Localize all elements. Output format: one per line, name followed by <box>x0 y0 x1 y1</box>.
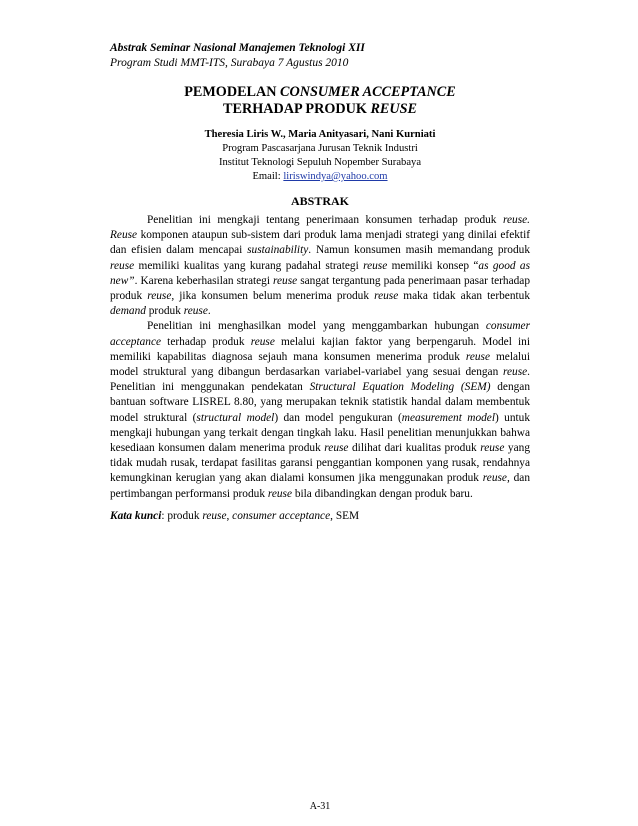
email-link[interactable]: liriswindya@yahoo.com <box>283 171 388 182</box>
text-italic: demand <box>110 305 146 318</box>
title-part: TERHADAP PRODUK <box>223 101 371 117</box>
text-italic: measurement model <box>401 411 495 424</box>
text: sangat tergantung pada penerimaan pasar terhadap produk <box>110 274 530 303</box>
text-italic: reuse <box>273 274 298 287</box>
text-italic: reuse <box>503 366 528 379</box>
text: terhadap produk <box>161 335 251 348</box>
keywords <box>110 509 530 524</box>
author-names: Theresia Liris W., Maria Anityasari, Nani Kurniati <box>204 129 436 140</box>
text-italic: reuse, <box>482 472 510 485</box>
text-italic: reuse <box>465 350 491 363</box>
text: : produk <box>161 509 203 522</box>
paper-title <box>110 84 530 118</box>
text-italic: structural model <box>196 411 275 424</box>
text: . Penelitian ini menggunakan pendekatan <box>110 366 530 394</box>
text: , SEM <box>330 509 360 522</box>
text: . Karena keberhasilan strategi <box>134 274 274 287</box>
header-seminar-title: Abstrak Seminar Nasional Manajemen Teknologi XII <box>110 42 365 54</box>
author-institute: Institut Teknologi Sepuluh Nopember Surabaya <box>218 157 422 168</box>
keywords-label: Kata kunci <box>110 509 162 522</box>
text: ) dan model pengukuran ( <box>274 411 402 424</box>
running-header <box>110 41 365 71</box>
author-email-line <box>110 170 530 184</box>
text-italic: reuse <box>374 290 399 303</box>
text-italic: reuse <box>480 442 505 455</box>
text: memiliki kualitas yang kurang padahal strategi <box>134 259 364 272</box>
email-label: Email: <box>252 171 284 182</box>
text: dilihat dari kualitas produk <box>348 442 481 455</box>
text: Penelitian ini menghasilkan model yang menggambarkan hubungan <box>147 320 486 333</box>
text: . Namun konsumen masih memandang produk <box>308 244 530 257</box>
text: ) untuk mengkaji hubungan yang terkait dengan tingkah laku. Hasil penelitian menunjukkan bahwa kesediaan konsumen dalam menerima produk <box>110 411 531 455</box>
text-italic: reuse. <box>503 214 530 226</box>
abstract-paragraph-1 <box>110 213 530 319</box>
text-italic: reuse <box>183 305 208 318</box>
text: maka tidak akan terbentuk <box>398 290 530 303</box>
text-italic: consumer acceptance <box>110 320 530 348</box>
author-program: Program Pascasarjana Jurusan Teknik Industri <box>222 143 418 154</box>
author-block <box>110 128 530 184</box>
text: dengan bantuan software LISREL 8.80, yang merupakan teknik statistik handal dalam membentuk model struktural ( <box>110 381 530 424</box>
text: memiliki konsep “ <box>387 259 479 272</box>
page-number: A-31 <box>309 801 331 812</box>
text: komponen ataupun sub-sistem dari produk lama menjadi strategi yang dinilai efektif dan efisien dalam mencapai <box>110 229 530 257</box>
text-italic: Reuse <box>110 229 138 242</box>
abstract-paragraph-2 <box>110 319 530 501</box>
title-part-italic: REUSE <box>370 101 417 117</box>
text-italic: reuse <box>202 509 227 522</box>
text-italic: as good as new” <box>110 259 530 287</box>
title-part-italic: CONSUMER ACCEPTANCE <box>280 84 456 100</box>
text-italic: reuse <box>324 442 349 455</box>
title-part: PEMODELAN <box>184 84 281 100</box>
header-program-date: Program Studi MMT-ITS, Surabaya 7 Agustus 2010 <box>110 57 349 69</box>
text-italic: reuse, <box>147 290 175 303</box>
text: , <box>226 509 233 522</box>
text-italic: reuse <box>250 335 275 348</box>
text-italic: reuse <box>267 487 292 500</box>
text: bila dibandingkan dengan produk baru. <box>291 487 473 500</box>
text: . <box>207 305 211 318</box>
text-italic: sustainability <box>247 244 309 257</box>
text-italic: reuse <box>110 259 135 272</box>
text: dan pertimbangan performansi produk <box>110 472 531 500</box>
text: produk <box>145 305 184 318</box>
text: jika konsumen belum menerima produk <box>174 290 375 303</box>
text-italic: reuse <box>363 259 388 272</box>
abstract-heading: ABSTRAK <box>290 194 349 208</box>
text: Penelitian ini mengkaji tentang penerimaan konsumen terhadap produk <box>147 214 503 226</box>
text: melalui model struktural yang dibangun berdasarkan variabel-variabel yang sesuai dengan <box>110 350 531 379</box>
text-italic: consumer acceptance <box>232 509 331 522</box>
abstract-body <box>110 213 530 524</box>
text: yang tidak mudah rusak, terdapat fasilitas garansi penggantian komponen yang rusak, rendahnya kemungkinan kerugian yang akan dialami konsumen jika menggunakan produk <box>110 442 530 485</box>
text-italic: Structural Equation Modeling (SEM) <box>309 381 491 394</box>
text: melalui kajian faktor yang berpengaruh. Model ini memiliki kapabilitas diagnosa sejauh mana konsumen menerima produk <box>110 335 530 363</box>
